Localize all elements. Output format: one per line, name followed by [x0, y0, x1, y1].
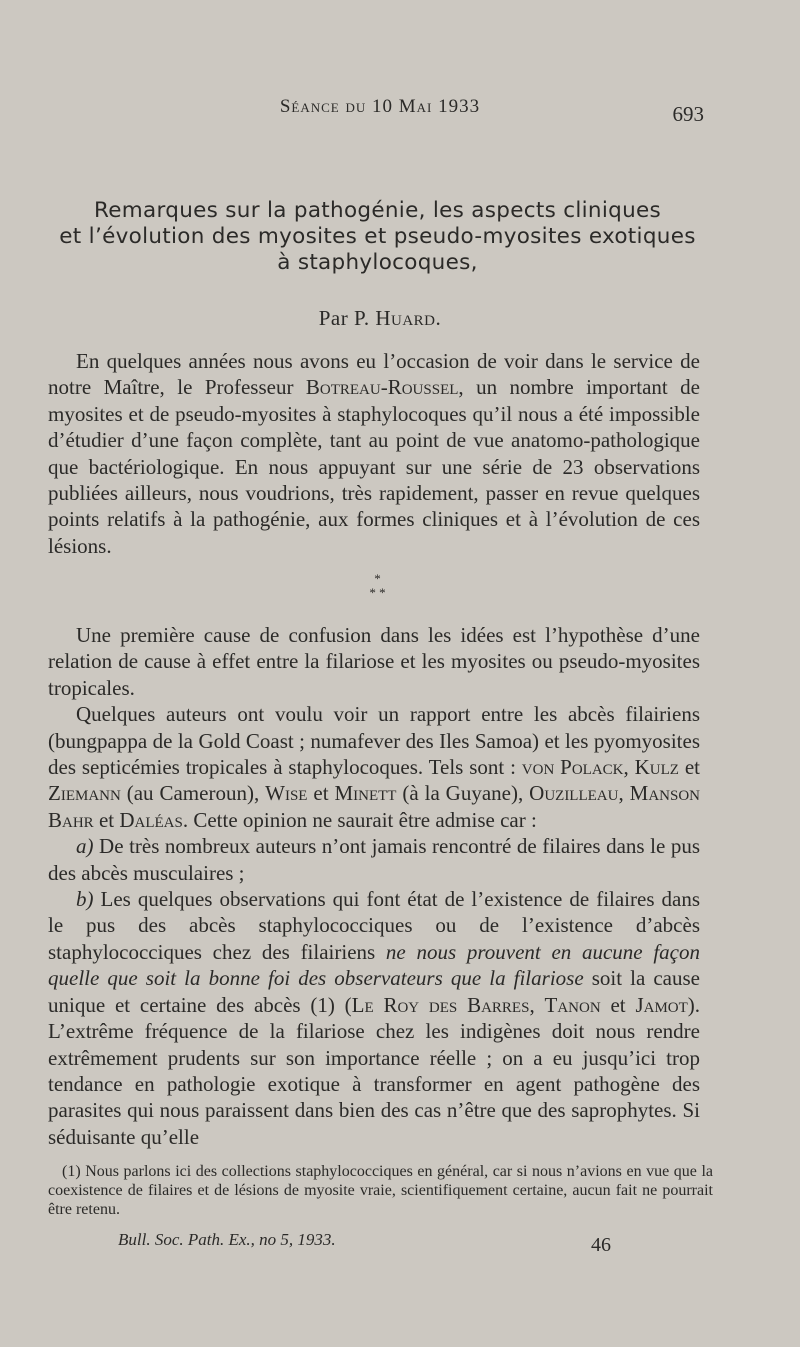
author-line	[0, 306, 760, 331]
separator-star-top: *	[374, 571, 381, 586]
author-ref: von Polack	[521, 755, 624, 780]
author-prefix: Par P.	[318, 306, 376, 330]
footnote-text: (1) Nous parlons ici des collections staphylococciques en général, car si nous n’avions en vue que la coexistence de filaires et de lésions de myosite vraie, scientifiquement certaine, aucun fait ne pourrait être retenu.	[48, 1163, 713, 1218]
p2-text-1: Quelques auteurs ont voulu voir un rapport entre les abcès filairiens (bungpappa de la Gold Coast ; numafever des Iles Samoa) et les pyomyosites des septicémies tropicales à staphylocoques. Tels sont :	[48, 702, 700, 780]
list-marker-b: b)	[76, 887, 94, 912]
p2-text-6: (à la Guyane),	[396, 781, 530, 806]
p2-text-7: ,	[618, 781, 630, 806]
page-header	[0, 96, 800, 126]
title-line-1: Remarques sur la pathogénie, les aspects cliniques	[93, 198, 662, 223]
item-b-text-1: Les quelques observations qui font état de l’existence de filaires dans le pus des abcès staphylococciques ou de l’existence d’abcès staphylococciques chez des filairiens	[48, 887, 700, 964]
item-b-text-4: et	[600, 992, 636, 1017]
item-b-text-3: ,	[529, 992, 545, 1017]
author-ref: Minett	[334, 781, 397, 806]
author-ref: Ouzilleau	[529, 781, 619, 806]
author-ref: Wise	[265, 781, 308, 806]
main-section	[48, 622, 700, 1150]
signature-mark: 46	[591, 1234, 611, 1256]
list-text-a: De très nombreux auteurs n’ont jamais rencontré de filaires dans le pus des abcès musculaires ;	[48, 834, 700, 885]
item-b-text-2: soit la cause unique et certaine des abcès (1) (	[48, 966, 701, 1017]
running-head: Séance du 10 Mai 1933	[279, 96, 481, 117]
p2-text-3: et	[678, 755, 700, 780]
list-item-a	[48, 833, 700, 886]
separator-star-bottom: * *	[369, 585, 386, 600]
item-b-text-5: ). L’extrême fréquence de la filariose chez les indigènes doit nous rendre extrêmement prudents sur son importance réelle ; on a eu jusqu’ici trop tendance en pathologie exotique à transformer en agent pathogène des parasites qui nous paraissent dans bien des cas n’être que des saprophytes. Si séduisante qu’elle	[48, 992, 701, 1149]
title-line-3: à staphylocoques,	[277, 250, 478, 275]
page-footer	[0, 1230, 800, 1256]
journal-reference: Bull. Soc. Path. Ex., no 5, 1933.	[118, 1230, 336, 1249]
intro-text-2: , un nombre important de myosites et de pseudo-myosites à staphylocoques qu’il nous a été impossible d’étudier d’une façon complète, tant au point de vue anatomo-pathologique que bactériologique. En nous appuyant sur une série de 23 observations publiées ailleurs, nous voudrions, très rapidement, passer en revue quelques points relatifs à la pathogénie, aux formes cliniques et à l’évolution de ces lésions.	[48, 375, 700, 558]
author-ref: Manson Bahr	[48, 781, 700, 832]
author-suffix: .	[435, 306, 442, 330]
title-line-2: et l’évolution des myosites et pseudo-myosites exotiques	[59, 224, 696, 249]
p2-text-5: et	[307, 781, 335, 806]
footnote	[48, 1162, 713, 1219]
intro-text-1: En quelques années nous avons eu l’occasion de voir dans le service de notre Maître, le Professeur	[48, 349, 700, 400]
list-marker-a: a)	[76, 834, 94, 859]
intro-paragraph	[48, 348, 700, 559]
intro-name: Botreau-Roussel	[305, 375, 459, 400]
item-b-emphasis: ne nous prouvent en aucune façon quelle que soit la bonne foi des observateurs que la filariose	[48, 939, 700, 991]
article-title	[55, 198, 700, 276]
list-item-b	[48, 886, 700, 1150]
p2-text-2: ,	[623, 755, 635, 780]
author-ref: Ziemann	[48, 781, 121, 806]
p2-text-8: et	[93, 807, 120, 832]
author-ref: Tanon	[544, 992, 601, 1017]
author-ref: Le Roy des Barres	[351, 992, 530, 1017]
author-name: Huard	[375, 306, 436, 330]
author-ref: Daléas	[119, 807, 183, 832]
p2-text-9: . Cette opinion ne saurait être admise car :	[182, 807, 537, 832]
paragraph-2	[48, 701, 700, 833]
section-separator	[0, 572, 755, 600]
paragraph-1: Une première cause de confusion dans les idées est l’hypothèse d’une relation de cause à effet entre la filariose et les myosites ou pseudo-myosites tropicales.	[48, 623, 700, 700]
p2-text-4: (au Cameroun),	[120, 781, 266, 806]
author-ref: Jamot	[635, 992, 688, 1017]
intro-section	[48, 348, 700, 559]
page-number: 693	[672, 102, 704, 126]
author-ref: Kulz	[634, 755, 679, 780]
